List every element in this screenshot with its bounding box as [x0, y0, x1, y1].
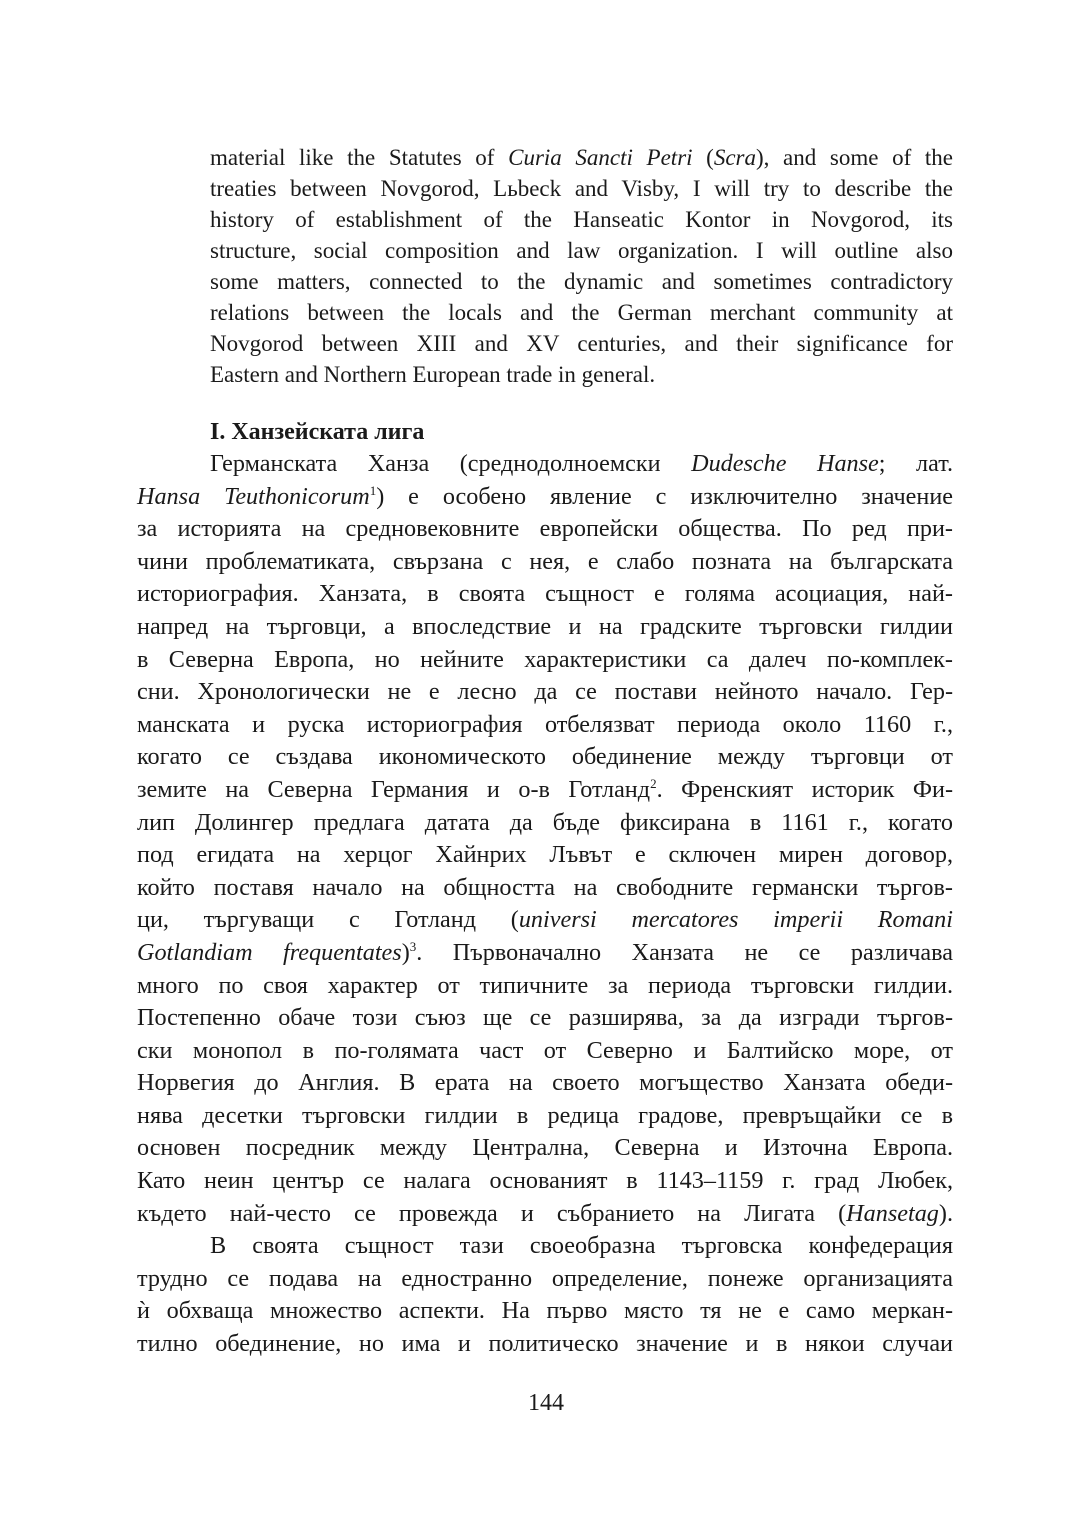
abstract-line: some matters, connected to the dynamic and sometimes contradictory: [210, 269, 953, 294]
paragraph-line: манската и руска историография отбелязват периода около 1160 г.,: [137, 710, 953, 738]
footnote-ref[interactable]: 1: [369, 482, 377, 498]
footnote-ref[interactable]: 3: [409, 938, 417, 954]
paragraph-line: под егидата на херцог Хайнрих Лъвът е сключен мирен договор,: [137, 841, 953, 869]
text-run: ).: [938, 1199, 953, 1227]
body-text: [137, 448, 953, 1361]
paragraph-line: лип Долингер предлага датата да бъде фиксирана в 1161 г., когато: [137, 808, 953, 836]
paragraph-line: [137, 904, 953, 937]
section-heading: I. Ханзейската лига: [210, 419, 425, 445]
paragraph-line: [137, 481, 953, 514]
english-abstract: [210, 142, 953, 390]
italic-term: Curia Sancti Petri: [508, 145, 693, 170]
paragraph-line: много по своя характер от типичните за периода търговски гилдии.: [137, 971, 953, 999]
footnote-ref[interactable]: 2: [650, 775, 657, 791]
paragraph-line: историография. Ханзата, в своята същност е голяма асоциация, най-: [137, 580, 953, 608]
paragraph-line: чини проблематиката, свързана с нея, е слабо позната на българската: [137, 547, 953, 575]
italic-term: Hansetag: [846, 1199, 939, 1227]
abstract-line: relations between the locals and the German merchant community at: [210, 300, 953, 325]
paragraph-line: [137, 1198, 953, 1231]
italic-term: universi mercatores imperii Romani: [518, 906, 953, 934]
italic-term: Hansa Teuthonicorum: [137, 482, 370, 510]
paragraph-line: за историята на средновековните европейски общества. По ред при-: [137, 515, 953, 543]
abstract-line: [210, 142, 953, 173]
text-run: . Френският историк Фи-: [656, 775, 953, 803]
paragraph-line: [137, 448, 953, 481]
text-run: земите на Северна Германия и о-в Готланд: [137, 775, 651, 803]
paragraph-line: [137, 937, 953, 970]
abstract-line: structure, social composition and law organization. I will outline also: [210, 238, 953, 263]
paragraph-line: [137, 774, 953, 807]
italic-term: Scra: [713, 145, 757, 170]
paragraph-line: Норвегия до Англия. В ерата на своето могъщество Ханзата обеди-: [137, 1069, 953, 1097]
paragraph-line: напред на търговци, а впоследствие и на градските търговски гилдии: [137, 612, 953, 640]
paragraph-line: основен посредник между Централна, Северна и Източна Европа.: [137, 1134, 953, 1162]
text-run: ), and some of the: [756, 145, 953, 170]
text-run: Германската Ханза (среднодолноемски: [210, 450, 692, 477]
paragraph-line: сни. Хронологически не е лесно да се постави нейното начало. Гер-: [137, 678, 953, 706]
paragraph-line: Като неин център се налага основаният в 1143–1159 г. град Любек,: [137, 1167, 953, 1195]
paragraph-line: тилно обединение, но има и политическо значение и в някои случаи: [137, 1330, 953, 1358]
paragraph-line: ски монопол в по-голямата част от Северно и Балтийско море, от: [137, 1036, 953, 1064]
text-run: ) е особено явление с изключително значение: [376, 482, 954, 510]
paragraph-line: нява десетки търговски гилдии в редица градове, превръщайки се в: [137, 1101, 953, 1129]
paragraph-line: ѝ обхваща множество аспекти. На първо място тя не е само меркан-: [137, 1297, 953, 1325]
paragraph-line: Постепенно обаче този съюз ще се разширява, за да изгради търгов-: [137, 1004, 953, 1032]
text-run: ци, търгуващи с Готланд (: [137, 906, 519, 934]
abstract-line: Eastern and Northern European trade in general.: [210, 362, 656, 387]
paragraph-line: когато се създава икономическото обединение между търговци от: [137, 743, 953, 771]
text-run: material like the Statutes of: [210, 145, 509, 170]
abstract-line: history of establishment of the Hanseatic Kontor in Novgorod, its: [210, 207, 953, 232]
abstract-line: Novgorod between XIII and XV centuries, and their significance for: [210, 331, 953, 356]
paragraph-line: в Северна Европа, но нейните характеристики са далеч по-комплек-: [137, 645, 953, 673]
paragraph-line: В своята същност тази своеобразна търговска конфедерация: [210, 1232, 953, 1260]
italic-term: Dudesche Hanse: [691, 450, 879, 477]
text-run: където най-често се провежда и събранието на Лигата (: [137, 1199, 847, 1227]
text-run: ): [401, 938, 410, 966]
paragraph-line: който поставя начало на общността на свободните германски търгов-: [137, 873, 953, 901]
text-run: (: [692, 145, 714, 170]
text-run: . Първоначално Ханзата не се различава: [416, 938, 953, 966]
text-run: ; лат.: [878, 450, 953, 477]
abstract-line: treaties between Novgorod, Lьbeck and Visby, I will try to describe the: [210, 176, 953, 201]
italic-term: Gotlandiam frequentates: [137, 938, 402, 966]
paragraph-line: трудно се подава на едностранно определение, понеже организацията: [137, 1264, 953, 1292]
page-number: 144: [528, 1390, 564, 1416]
